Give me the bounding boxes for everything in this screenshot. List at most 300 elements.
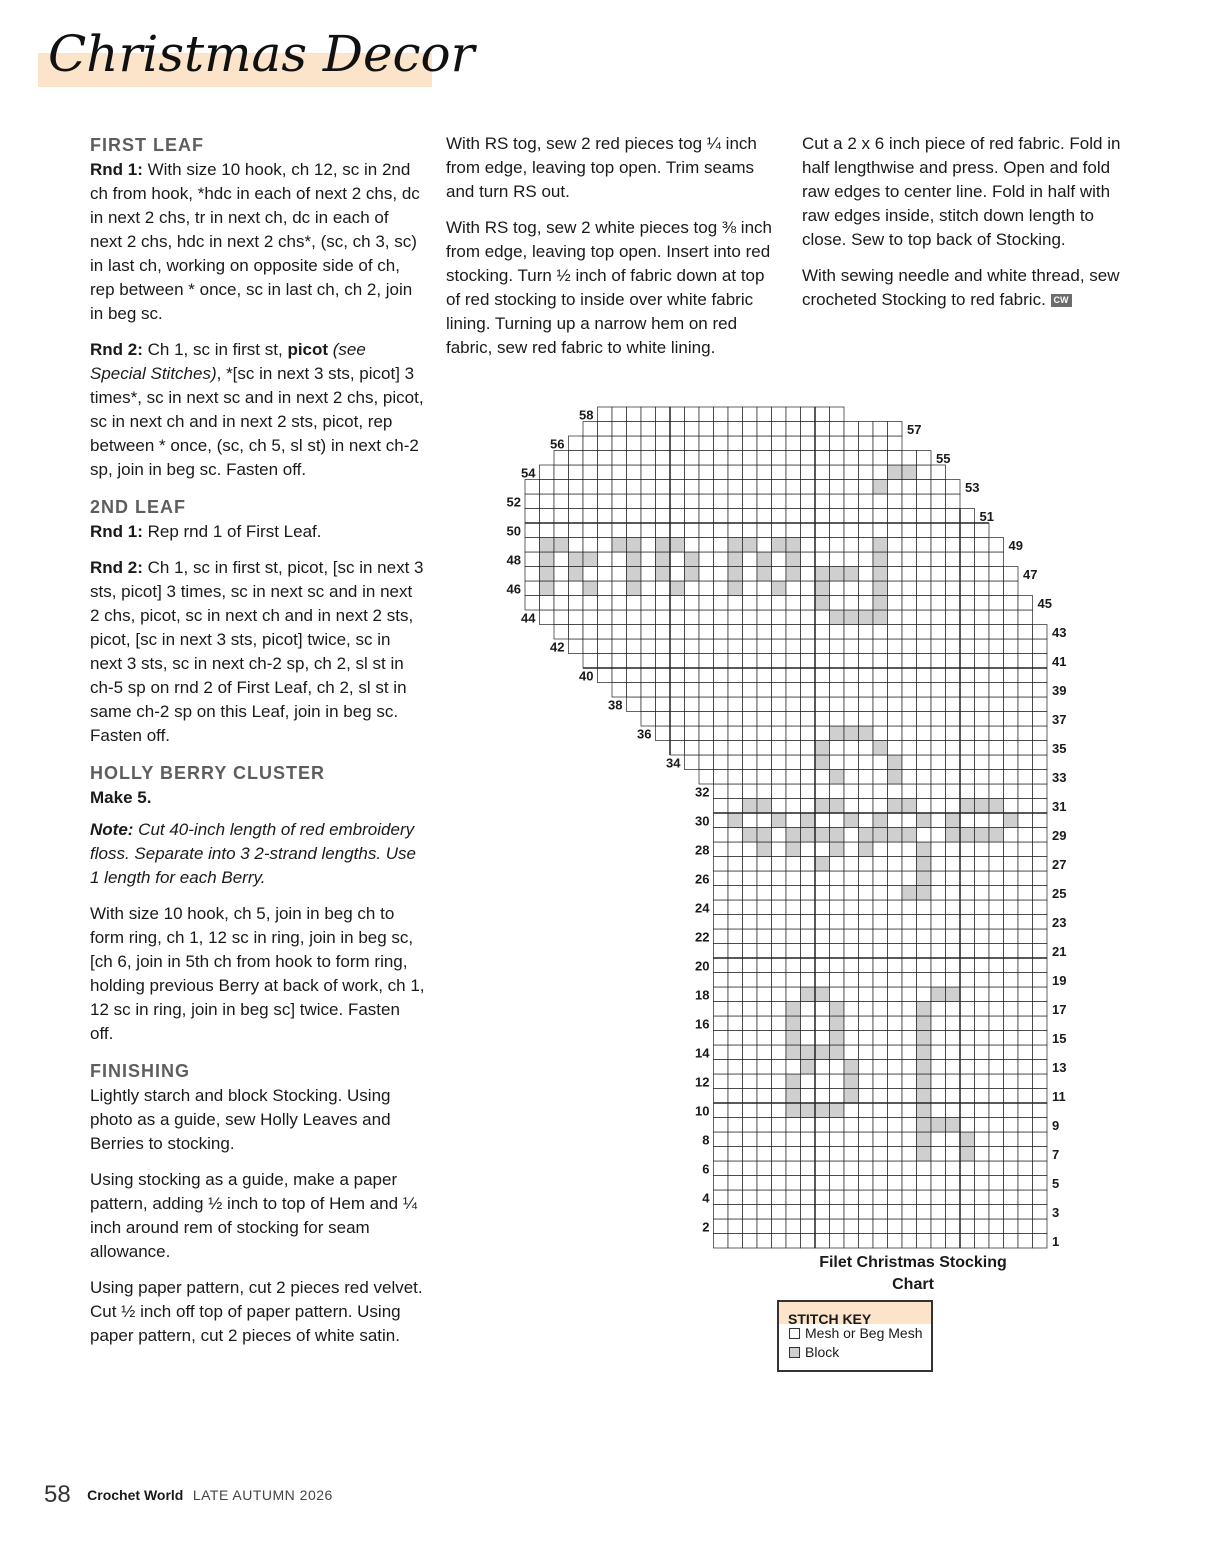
mesh-cell [801, 857, 816, 872]
block-cell [815, 799, 830, 814]
mesh-cell [786, 610, 801, 625]
mesh-cell [772, 465, 787, 480]
mesh-cell [772, 915, 787, 930]
mesh-cell [888, 436, 903, 451]
mesh-cell [757, 1205, 772, 1220]
mesh-cell [902, 1060, 917, 1075]
row-number-label: 25 [1052, 885, 1067, 901]
mesh-cell [1018, 784, 1033, 799]
mesh-cell [902, 857, 917, 872]
column-middle [446, 132, 781, 372]
mesh-cell [786, 639, 801, 654]
mesh-cell [830, 1089, 845, 1104]
mesh-cell [772, 494, 787, 509]
mesh-cell [844, 422, 859, 437]
mesh-cell [830, 1219, 845, 1234]
mesh-cell [902, 683, 917, 698]
mesh-cell [902, 958, 917, 973]
mesh-cell [830, 929, 845, 944]
mesh-cell [714, 567, 729, 582]
column-left [90, 132, 425, 1360]
row-number-label: 31 [1052, 798, 1067, 814]
block-cell [815, 755, 830, 770]
mesh-cell [902, 610, 917, 625]
mesh-cell [815, 668, 830, 683]
mesh-cell [975, 944, 990, 959]
mesh-cell [728, 697, 743, 712]
mesh-cell [612, 465, 627, 480]
mesh-cell [554, 523, 569, 538]
mesh-cell [714, 944, 729, 959]
mesh-cell [989, 625, 1004, 640]
mesh-cell [772, 1147, 787, 1162]
mesh-cell [757, 1016, 772, 1031]
mesh-cell [1018, 915, 1033, 930]
mesh-cell [888, 509, 903, 524]
mesh-cell [728, 1219, 743, 1234]
block-cell [917, 1132, 932, 1147]
row-number-label: 29 [1052, 827, 1067, 843]
col2-p1: With RS tog, sew 2 red pieces tog ¼ inch from edge, leaving top open. Trim seams and turn RS out. [446, 134, 757, 201]
mesh-cell [975, 1132, 990, 1147]
mesh-cell [960, 813, 975, 828]
mesh-cell [801, 581, 816, 596]
mesh-cell [946, 929, 961, 944]
block-cell [670, 581, 685, 596]
mesh-cell [815, 465, 830, 480]
mesh-cell [685, 668, 700, 683]
page-title: Christmas Decor [48, 25, 475, 83]
mesh-cell [699, 625, 714, 640]
mesh-cell [1033, 828, 1048, 843]
mesh-cell [931, 712, 946, 727]
mesh-cell [1033, 958, 1048, 973]
mesh-cell [714, 451, 729, 466]
mesh-cell [989, 813, 1004, 828]
mesh-cell [786, 625, 801, 640]
mesh-cell [772, 755, 787, 770]
mesh-cell [1033, 1031, 1048, 1046]
mesh-cell [714, 784, 729, 799]
mesh-cell [569, 509, 584, 524]
mesh-cell [743, 886, 758, 901]
mesh-cell [728, 1074, 743, 1089]
mesh-cell [859, 987, 874, 1002]
mesh-cell [757, 436, 772, 451]
mesh-cell [1033, 726, 1048, 741]
mesh-cell [1004, 1045, 1019, 1060]
mesh-cell [801, 886, 816, 901]
mesh-cell [540, 465, 555, 480]
mesh-cell [815, 958, 830, 973]
mesh-cell [728, 639, 743, 654]
mesh-cell [801, 422, 816, 437]
block-cell [728, 813, 743, 828]
mesh-cell [844, 886, 859, 901]
mesh-cell [844, 668, 859, 683]
mesh-cell [917, 552, 932, 567]
mesh-cell [946, 1060, 961, 1075]
mesh-cell [598, 480, 613, 495]
mesh-cell [627, 610, 642, 625]
mesh-cell [859, 581, 874, 596]
mesh-cell [859, 1161, 874, 1176]
mesh-cell [786, 857, 801, 872]
mesh-cell [641, 567, 656, 582]
mesh-cell [772, 509, 787, 524]
mesh-cell [598, 639, 613, 654]
mesh-cell [931, 900, 946, 915]
mesh-cell [685, 538, 700, 553]
mesh-cell [743, 509, 758, 524]
mesh-cell [815, 422, 830, 437]
mesh-cell [888, 944, 903, 959]
mesh-cell [888, 871, 903, 886]
mesh-cell [569, 436, 584, 451]
mesh-cell [1004, 581, 1019, 596]
mesh-cell [975, 784, 990, 799]
mesh-cell [714, 683, 729, 698]
mesh-cell [888, 1089, 903, 1104]
mesh-cell [815, 1147, 830, 1162]
mesh-cell [1033, 1234, 1048, 1249]
mesh-cell [1033, 668, 1048, 683]
rnd-text: Ch 1, sc in first st, picot, [sc in next 3 sts, picot] 3 times, sc in next sc and in next 2 chs, picot, sc in next ch and in next 2 sts, picot, [sc in next 3 sts, picot] twice, sc in next 3 sts, sc in next ch-2 sp, ch 2, sl st in ch-5 sp on rnd 2 of First Leaf, ch 2, sl st in same ch-2 sp on this Leaf, join in beg sc. Fasten off. [90, 558, 424, 745]
mesh-cell [960, 741, 975, 756]
mesh-cell [801, 1161, 816, 1176]
mesh-cell [757, 610, 772, 625]
mesh-cell [917, 668, 932, 683]
mesh-cell [743, 958, 758, 973]
mesh-cell [844, 958, 859, 973]
mesh-cell [641, 683, 656, 698]
block-cell [656, 567, 671, 582]
mesh-cell [888, 1118, 903, 1133]
mesh-cell [728, 1176, 743, 1191]
mesh-cell [627, 654, 642, 669]
mesh-cell [844, 973, 859, 988]
block-cell [844, 1060, 859, 1075]
mesh-cell [873, 436, 888, 451]
block-cell [989, 828, 1004, 843]
mesh-cell [1018, 654, 1033, 669]
mesh-cell [772, 1031, 787, 1046]
row-number-label: 5 [1052, 1175, 1060, 1191]
block-cell [554, 538, 569, 553]
block-cell [917, 813, 932, 828]
rnd-label: Rnd 2: [90, 340, 143, 359]
mesh-cell [743, 1205, 758, 1220]
mesh-cell [975, 639, 990, 654]
mesh-cell [975, 1031, 990, 1046]
mesh-cell [656, 407, 671, 422]
block-cell [917, 886, 932, 901]
mesh-cell [670, 726, 685, 741]
block-cell [931, 1118, 946, 1133]
mesh-cell [917, 610, 932, 625]
mesh-cell [801, 958, 816, 973]
mesh-cell [902, 1031, 917, 1046]
mesh-cell [844, 494, 859, 509]
mesh-cell [1018, 871, 1033, 886]
mesh-cell [902, 741, 917, 756]
mesh-cell [946, 596, 961, 611]
mesh-cell [960, 1161, 975, 1176]
mesh-cell [612, 596, 627, 611]
mesh-cell [786, 1161, 801, 1176]
mesh-cell [786, 755, 801, 770]
mesh-cell [743, 1074, 758, 1089]
mesh-cell [859, 813, 874, 828]
mesh-cell [960, 596, 975, 611]
mesh-cell [641, 639, 656, 654]
mesh-cell [743, 1176, 758, 1191]
mesh-cell [946, 755, 961, 770]
mesh-cell [975, 1074, 990, 1089]
mesh-cell [685, 654, 700, 669]
mesh-cell [902, 639, 917, 654]
mesh-cell [888, 958, 903, 973]
mesh-cell [815, 494, 830, 509]
mesh-cell [931, 1045, 946, 1060]
mesh-cell [786, 494, 801, 509]
mesh-cell [960, 1031, 975, 1046]
block-cell [873, 610, 888, 625]
mesh-cell [931, 799, 946, 814]
mesh-cell [873, 1190, 888, 1205]
block-cell [830, 1031, 845, 1046]
mesh-cell [815, 1118, 830, 1133]
mesh-cell [931, 480, 946, 495]
block-cell [873, 828, 888, 843]
mesh-cell [728, 1161, 743, 1176]
mesh-cell [569, 538, 584, 553]
block-cell [917, 1016, 932, 1031]
mesh-cell [917, 741, 932, 756]
mesh-cell [917, 900, 932, 915]
mesh-cell [743, 436, 758, 451]
mesh-cell [627, 422, 642, 437]
mesh-cell [830, 1118, 845, 1133]
mesh-cell [917, 1190, 932, 1205]
mesh-cell [888, 697, 903, 712]
mesh-cell [844, 857, 859, 872]
mesh-cell [714, 712, 729, 727]
mesh-cell [656, 712, 671, 727]
mesh-cell [801, 1190, 816, 1205]
col2-p2: With RS tog, sew 2 white pieces tog ⅜ inch from edge, leaving top open. Insert into red stocking. Turn ½ inch of fabric down at top of red stocking to inside over white fabric lining. Turning up a narrow hem on red fabric, sew red fabric to white lining. [446, 218, 772, 357]
mesh-cell [917, 683, 932, 698]
mesh-cell [989, 726, 1004, 741]
mesh-cell [815, 523, 830, 538]
mesh-cell [960, 857, 975, 872]
mesh-cell [772, 596, 787, 611]
mesh-cell [554, 552, 569, 567]
mesh-cell [743, 639, 758, 654]
mesh-cell [656, 451, 671, 466]
mesh-cell [888, 494, 903, 509]
mesh-cell [801, 509, 816, 524]
mesh-cell [873, 842, 888, 857]
mesh-cell [989, 1103, 1004, 1118]
block-cell [786, 1031, 801, 1046]
mesh-cell [975, 567, 990, 582]
mesh-cell [540, 610, 555, 625]
mesh-cell [917, 755, 932, 770]
mesh-cell [1018, 900, 1033, 915]
mesh-cell [873, 886, 888, 901]
mesh-cell [786, 900, 801, 915]
mesh-cell [1033, 857, 1048, 872]
mesh-cell [583, 625, 598, 640]
mesh-cell [1018, 726, 1033, 741]
mesh-cell [801, 436, 816, 451]
mesh-cell [815, 1089, 830, 1104]
mesh-cell [989, 552, 1004, 567]
mesh-cell [960, 1103, 975, 1118]
mesh-cell [815, 451, 830, 466]
mesh-cell [873, 871, 888, 886]
mesh-cell [975, 1060, 990, 1075]
mesh-cell [830, 625, 845, 640]
mesh-cell [830, 509, 845, 524]
block-cell [917, 857, 932, 872]
block-cell [627, 581, 642, 596]
mesh-cell [801, 494, 816, 509]
block-cell [888, 770, 903, 785]
row-number-label: 30 [695, 813, 710, 829]
mesh-cell [931, 842, 946, 857]
mesh-cell [685, 480, 700, 495]
mesh-cell [772, 639, 787, 654]
mesh-cell [714, 407, 729, 422]
mesh-cell [902, 1002, 917, 1017]
mesh-cell [801, 596, 816, 611]
mesh-cell [772, 1016, 787, 1031]
mesh-cell [801, 625, 816, 640]
mesh-cell [888, 654, 903, 669]
mesh-cell [1004, 1016, 1019, 1031]
mesh-cell [1004, 828, 1019, 843]
mesh-cell [772, 1205, 787, 1220]
mesh-cell [641, 697, 656, 712]
mesh-cell [815, 1132, 830, 1147]
block-cell [685, 552, 700, 567]
mesh-cell [888, 668, 903, 683]
mesh-cell [757, 683, 772, 698]
mesh-cell [960, 567, 975, 582]
mesh-cell [772, 654, 787, 669]
mesh-cell [1018, 625, 1033, 640]
mesh-cell [598, 610, 613, 625]
mesh-cell [931, 813, 946, 828]
rnd-text: Ch 1, sc in first st, [142, 340, 288, 359]
mesh-cell [815, 1074, 830, 1089]
mesh-cell [772, 552, 787, 567]
mesh-cell [714, 1234, 729, 1249]
block-cell [583, 552, 598, 567]
mesh-cell [1018, 1074, 1033, 1089]
mesh-cell [728, 944, 743, 959]
mesh-cell [786, 509, 801, 524]
mesh-cell [1033, 1132, 1048, 1147]
block-cell [844, 567, 859, 582]
block-cell [801, 1060, 816, 1075]
mesh-cell [1004, 871, 1019, 886]
mesh-cell [1004, 929, 1019, 944]
mesh-cell [873, 523, 888, 538]
mesh-cell [685, 741, 700, 756]
mesh-cell [786, 1060, 801, 1075]
mesh-cell [685, 610, 700, 625]
block-cell [757, 842, 772, 857]
mesh-cell [975, 1176, 990, 1191]
mesh-cell [743, 1103, 758, 1118]
mesh-cell [888, 1234, 903, 1249]
mesh-cell [844, 509, 859, 524]
mesh-cell [743, 915, 758, 930]
mesh-cell [888, 1016, 903, 1031]
mesh-cell [728, 1234, 743, 1249]
mesh-cell [873, 726, 888, 741]
mesh-cell [902, 813, 917, 828]
mesh-cell [583, 654, 598, 669]
row-number-label: 34 [666, 755, 681, 771]
mesh-cell [960, 509, 975, 524]
row-number-label: 18 [695, 987, 710, 1003]
mesh-cell [830, 1176, 845, 1191]
mesh-cell [815, 683, 830, 698]
mesh-cell [815, 842, 830, 857]
mesh-cell [1004, 987, 1019, 1002]
row-number-label: 26 [695, 871, 710, 887]
mesh-cell [960, 987, 975, 1002]
mesh-cell [946, 784, 961, 799]
mesh-cell [975, 1045, 990, 1060]
mesh-cell [801, 741, 816, 756]
mesh-cell [844, 451, 859, 466]
mesh-cell [946, 973, 961, 988]
mesh-cell [844, 900, 859, 915]
mesh-cell [728, 1103, 743, 1118]
mesh-cell [844, 1234, 859, 1249]
mesh-cell [931, 683, 946, 698]
block-cell [757, 567, 772, 582]
mesh-cell [728, 480, 743, 495]
mesh-cell [830, 697, 845, 712]
mesh-cell [569, 451, 584, 466]
mesh-cell [1018, 741, 1033, 756]
mesh-cell [554, 494, 569, 509]
mesh-cell [525, 552, 540, 567]
mesh-cell [815, 1060, 830, 1075]
mesh-cell [859, 958, 874, 973]
mesh-cell [917, 1234, 932, 1249]
mesh-cell [801, 407, 816, 422]
mesh-cell [714, 1176, 729, 1191]
mesh-cell [859, 900, 874, 915]
rnd-label: Rnd 1: [90, 522, 143, 541]
mesh-cell [801, 1074, 816, 1089]
mesh-cell [902, 1205, 917, 1220]
mesh-cell [888, 726, 903, 741]
mesh-cell [888, 1074, 903, 1089]
mesh-cell [989, 1147, 1004, 1162]
mesh-cell [1033, 1118, 1048, 1133]
mesh-cell [801, 900, 816, 915]
mesh-cell [975, 1234, 990, 1249]
mesh-cell [598, 407, 613, 422]
